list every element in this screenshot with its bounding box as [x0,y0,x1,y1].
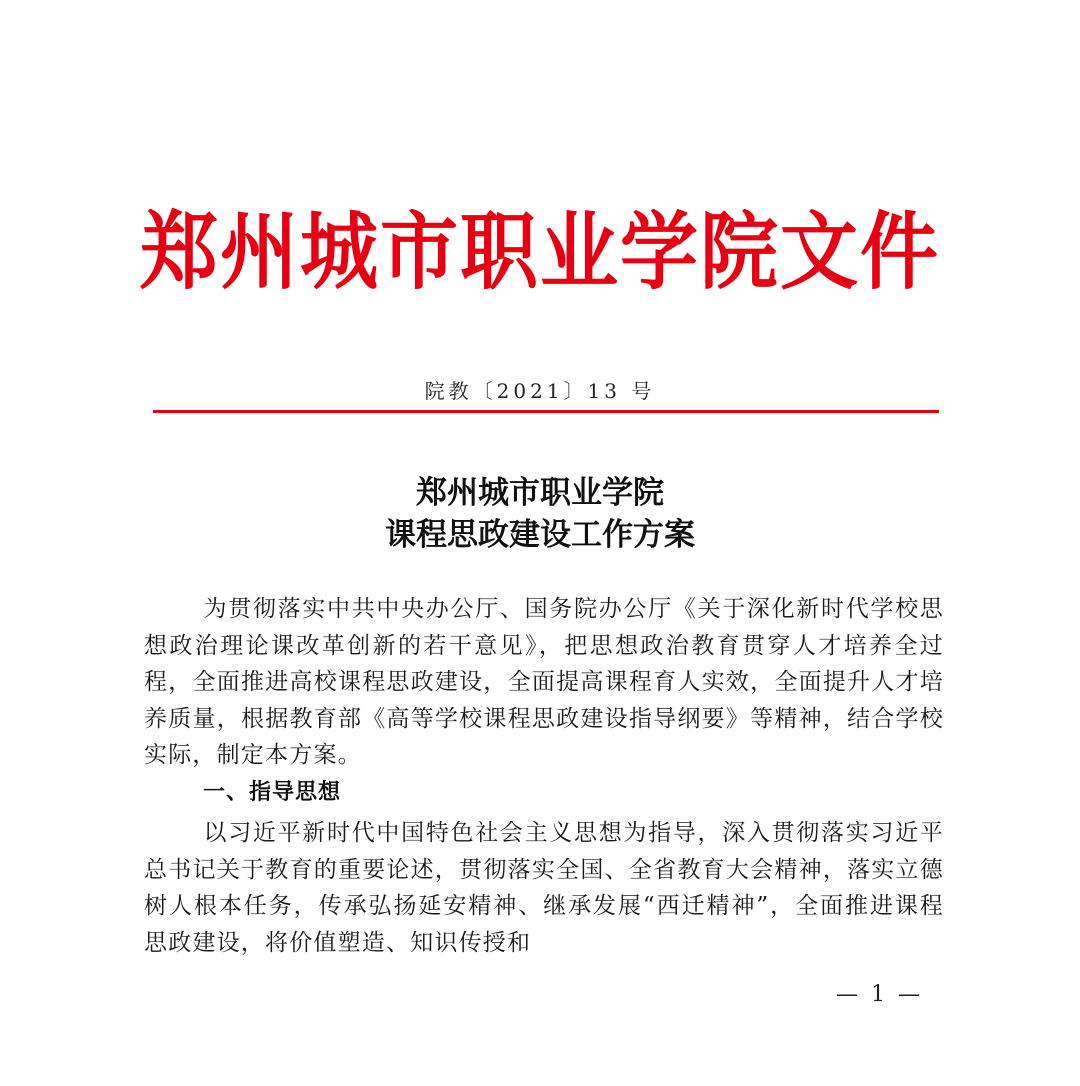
body-paragraph-2 [144,815,944,961]
red-separator-line [153,410,939,413]
page-number: — 1 — [836,982,923,1007]
section-heading-guiding-ideology: 一、指导思想 [203,780,342,805]
document-title-line-2: 课程思政建设工作方案 [385,517,695,553]
document-title-line-1: 郑州城市职业学院 [416,475,664,511]
document-masthead: 郑州城市职业学院文件 [139,203,940,302]
body-paragraph-2-text: 以习近平新时代中国特色社会主义思想为指导，深入贯彻落实习近平总书记关于教育的重要论述，贯彻落实全国、全省教育大会精神，落实立德树人根本任务，传承弘扬延安精神、继承发展“西迁精神”，全面推进课程思政建设，将价值塑造、知识传授和 [144,820,944,956]
document-number: 院教〔2021〕13 号 [424,379,656,403]
body-paragraph-1-text: 为贯彻落实中共中央办公厅、国务院办公厅《关于深化新时代学校思想政治理论课改革创新的若干意见》，把思想政治教育贯穿人才培养全过程，全面推进高校课程思政建设，全面提高课程育人实效，全面提升人才培养质量，根据教育部《高等学校课程思政建设指导纲要》等精神，结合学校实际，制定本方案。 [144,596,944,768]
body-paragraph-1 [144,591,944,774]
